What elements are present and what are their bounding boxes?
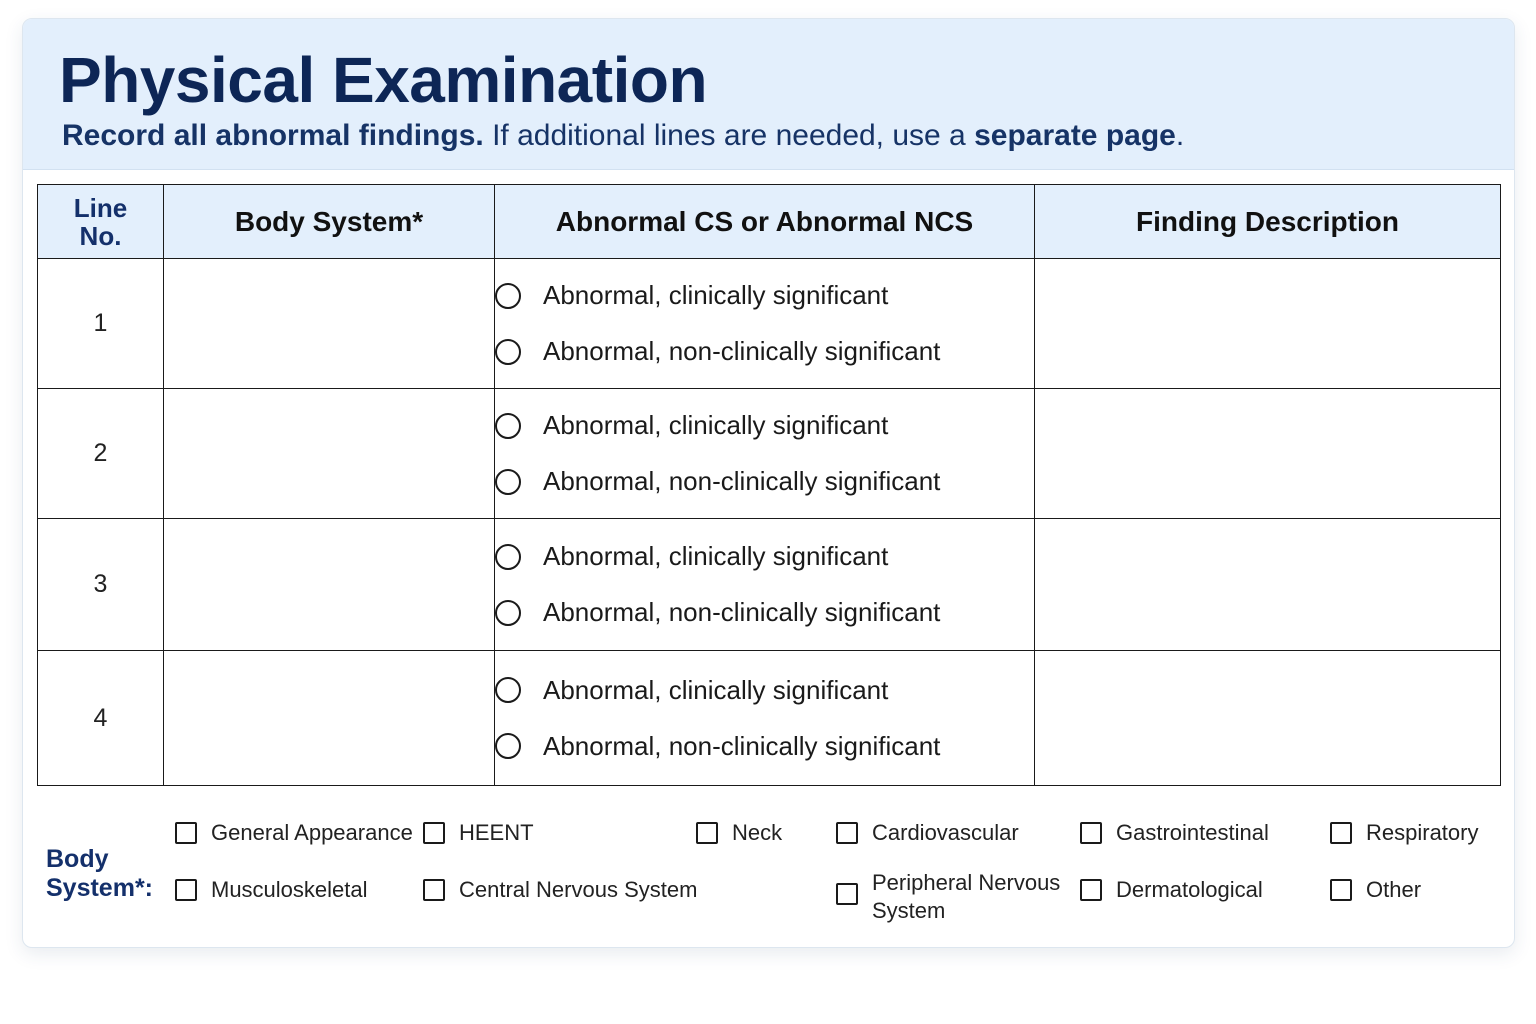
checkbox-label (872, 869, 1060, 925)
option-label: Abnormal, clinically significant (543, 541, 889, 571)
checkbox-label: HEENT (459, 820, 534, 845)
abnormal-options (495, 389, 1035, 519)
checkbox-box[interactable] (423, 822, 445, 844)
checkbox-box[interactable] (836, 822, 858, 844)
table-row (38, 259, 1501, 389)
option-non-clinically-significant[interactable] (495, 720, 1034, 772)
checkbox-label: Musculoskeletal (211, 877, 368, 902)
option-non-clinically-significant[interactable] (495, 587, 1034, 639)
checkbox-box[interactable] (836, 883, 858, 905)
legend-title (46, 845, 153, 903)
body-system-legend (23, 809, 1514, 947)
option-label: Abnormal, non-clinically significant (543, 466, 941, 496)
option-label: Abnormal, non-clinically significant (543, 336, 941, 366)
option-non-clinically-significant[interactable] (495, 326, 1034, 378)
line-number: 2 (38, 389, 164, 519)
instructions-period: . (1175, 119, 1185, 152)
finding-description-field[interactable] (1035, 519, 1501, 651)
checkbox-box[interactable] (423, 879, 445, 901)
checkbox-box[interactable] (696, 822, 718, 844)
checkbox-heent[interactable] (423, 819, 534, 847)
option-clinically-significant[interactable] (495, 664, 1034, 716)
checkbox-box[interactable] (175, 879, 197, 901)
finding-description-field[interactable] (1035, 259, 1501, 389)
option-label: Abnormal, clinically significant (543, 280, 889, 310)
radio-button[interactable] (495, 339, 521, 365)
instructions-text: If additional lines are needed, use a (483, 119, 975, 152)
col-header-no-label: No. (79, 220, 122, 251)
checkbox-label: Gastrointestinal (1116, 820, 1269, 845)
checkbox-peripheral-nervous-system[interactable] (836, 869, 1060, 925)
checkbox-label: Cardiovascular (872, 820, 1019, 845)
finding-description-field[interactable] (1035, 389, 1501, 519)
body-system-field[interactable] (164, 259, 495, 389)
exam-form-card (22, 18, 1515, 948)
radio-button[interactable] (495, 283, 521, 309)
findings-table (37, 184, 1501, 786)
option-label: Abnormal, non-clinically significant (543, 597, 941, 627)
checkbox-box[interactable] (1330, 879, 1352, 901)
option-clinically-significant[interactable] (495, 270, 1034, 322)
table-row (38, 651, 1501, 786)
checkbox-musculoskeletal[interactable] (175, 876, 368, 904)
checkbox-label: Neck (732, 820, 783, 845)
instructions-emphasis-2: separate page (974, 119, 1176, 152)
radio-button[interactable] (495, 544, 521, 570)
checkbox-label: Dermatological (1116, 877, 1263, 902)
col-header-line-no (38, 185, 164, 259)
radio-button[interactable] (495, 733, 521, 759)
legend-title-line-1: Body (46, 845, 109, 873)
checkbox-other[interactable] (1330, 876, 1421, 904)
checkbox-label: Central Nervous System (459, 877, 698, 902)
option-label: Abnormal, clinically significant (543, 674, 889, 705)
finding-description-field[interactable] (1035, 651, 1501, 786)
form-header (23, 19, 1514, 170)
checkbox-label-line-1: Peripheral Nervous (872, 870, 1061, 895)
radio-button[interactable] (495, 413, 521, 439)
body-system-field[interactable] (164, 651, 495, 786)
checkbox-label: Other (1366, 877, 1422, 902)
legend-title-line-2: System*: (46, 874, 153, 902)
radio-button[interactable] (495, 600, 521, 626)
col-header-abnormal: Abnormal CS or Abnormal NCS (495, 185, 1035, 259)
abnormal-options (495, 259, 1035, 389)
col-header-finding: Finding Description (1035, 185, 1501, 259)
abnormal-options (495, 519, 1035, 651)
instructions (62, 119, 1184, 153)
option-non-clinically-significant[interactable] (495, 456, 1034, 508)
option-label: Abnormal, non-clinically significant (543, 730, 941, 761)
body-system-field[interactable] (164, 519, 495, 651)
checkbox-cardiovascular[interactable] (836, 819, 1019, 847)
checkbox-box[interactable] (1080, 879, 1102, 901)
checkbox-dermatological[interactable] (1080, 876, 1263, 904)
abnormal-options (495, 651, 1035, 786)
line-number: 4 (38, 651, 164, 786)
checkbox-gastrointestinal[interactable] (1080, 819, 1269, 847)
checkbox-label-line-2: System (872, 898, 946, 923)
checkbox-box[interactable] (175, 822, 197, 844)
line-number: 1 (38, 259, 164, 389)
checkbox-general-appearance[interactable] (175, 819, 413, 847)
checkbox-label: General Appearance (211, 820, 413, 845)
body-system-field[interactable] (164, 389, 495, 519)
col-header-body-system: Body System* (164, 185, 495, 259)
checkbox-box[interactable] (1080, 822, 1102, 844)
checkbox-central-nervous-system[interactable] (423, 876, 697, 904)
option-clinically-significant[interactable] (495, 531, 1034, 583)
instructions-emphasis: Record all abnormal findings. (62, 119, 484, 152)
table-header-row (38, 185, 1501, 259)
checkbox-box[interactable] (1330, 822, 1352, 844)
radio-button[interactable] (495, 677, 521, 703)
checkbox-respiratory[interactable] (1330, 819, 1478, 847)
table-row (38, 389, 1501, 519)
checkbox-neck[interactable] (696, 819, 782, 847)
checkbox-label: Respiratory (1366, 820, 1479, 845)
line-number: 3 (38, 519, 164, 651)
page-title: Physical Examination (59, 44, 708, 116)
option-label: Abnormal, clinically significant (543, 410, 889, 440)
option-clinically-significant[interactable] (495, 400, 1034, 452)
radio-button[interactable] (495, 469, 521, 495)
table-row (38, 519, 1501, 651)
col-header-line-label: Line (73, 192, 128, 223)
